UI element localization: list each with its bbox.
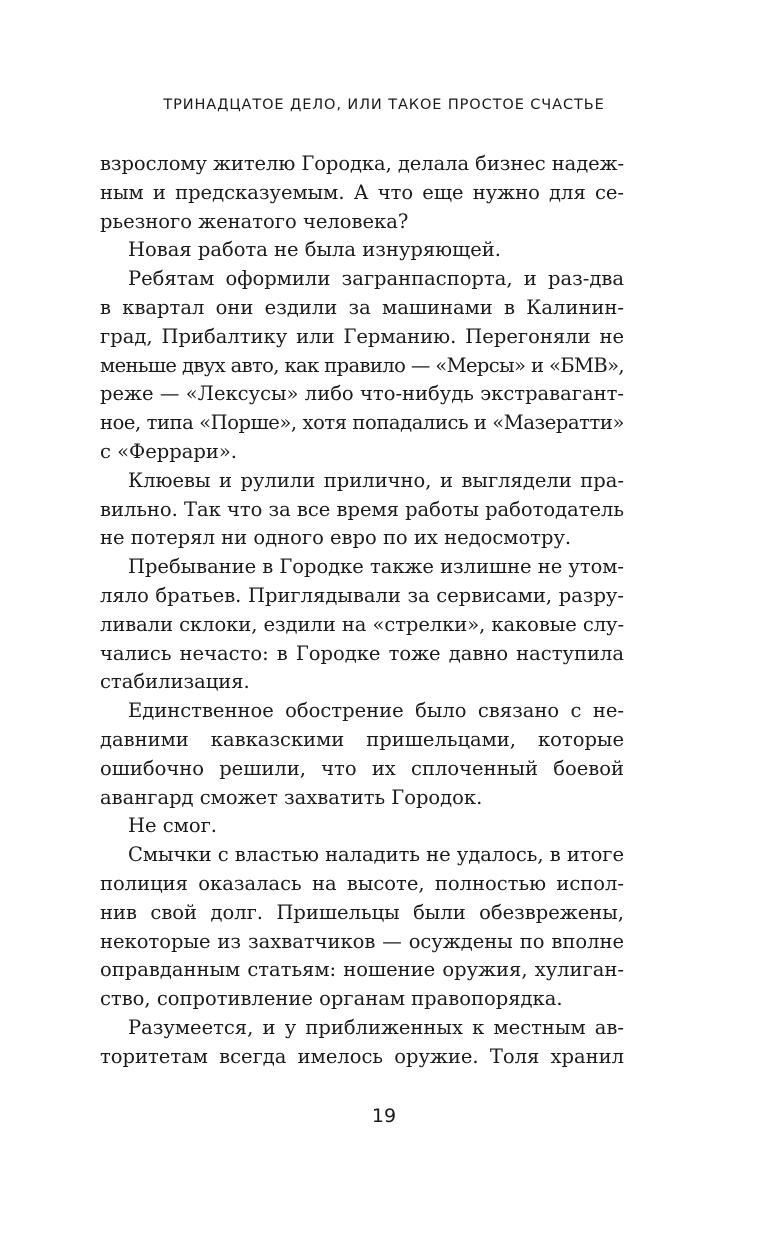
text-line: Смычки с властью наладить не удалось, в итоге bbox=[128, 843, 624, 867]
body-text bbox=[100, 150, 624, 1072]
text-line: Клюевы и рулили прилично, и выглядели пра- bbox=[128, 468, 624, 492]
text-line: ное, типа «Порше», хотя попадались и «Мазератти» bbox=[100, 411, 624, 435]
text-line: ляло братьев. Приглядывали за сервисами, разру- bbox=[100, 583, 624, 607]
text-line: чались нечасто: в Городке тоже давно наступила bbox=[100, 641, 624, 665]
text-line: нив свой долг. Пришельцы были обезврежены, bbox=[100, 900, 624, 924]
text-line: взрослому жителю Городка, делала бизнес надеж- bbox=[100, 152, 624, 175]
text-line: не потерял ни одного евро по их недосмотру. bbox=[100, 526, 572, 550]
text-line: стабилизация. bbox=[100, 670, 250, 694]
text-line: ным и предсказуемым. А что еще нужно для се- bbox=[100, 180, 624, 204]
text-line: вильно. Так что за все время работы работодатель bbox=[100, 497, 624, 521]
text-line: полиция оказалась на высоте, полностью испол- bbox=[100, 871, 624, 895]
text-line: ливали склоки, ездили на «стрелки», каковые слу- bbox=[100, 612, 624, 636]
text-line: Пребывание в Городке также излишне не утом- bbox=[128, 555, 624, 579]
text-line: некоторые из захватчиков — осуждены по вполне bbox=[100, 929, 624, 953]
text-line: в квартал они ездили за машинами в Калинин- bbox=[100, 295, 624, 319]
text-line: с «Феррари». bbox=[100, 439, 237, 463]
text-line: град, Прибалтику или Германию. Перегоняли не bbox=[100, 324, 624, 348]
text-line: оправданным статьям: ношение оружия, хулиган- bbox=[100, 958, 624, 982]
text-line: рьезного женатого человека? bbox=[100, 209, 409, 233]
text-line: торитетам всегда имелось оружие. Толя хранил bbox=[100, 1044, 624, 1068]
text-line: ство, сопротивление органам правопорядка. bbox=[100, 987, 563, 1011]
text-line: Ребятам оформили загранпаспорта, и раз-два bbox=[128, 267, 624, 291]
text-line: Единственное обострение было связано с не- bbox=[128, 699, 624, 723]
running-head: ТРИНАДЦАТОЕ ДЕЛО, ИЛИ ТАКОЕ ПРОСТОЕ СЧАСТЬЕ bbox=[163, 97, 605, 113]
text-line: Разумеется, и у приближенных к местным ав- bbox=[128, 1015, 624, 1039]
text-line: Не смог. bbox=[128, 814, 217, 838]
text-line: давними кавказскими пришельцами, которые bbox=[100, 727, 624, 751]
text-line: авангард сможет захватить Городок. bbox=[100, 785, 483, 809]
page-number: 19 bbox=[371, 1105, 397, 1127]
text-line: Новая работа не была изнуряющей. bbox=[128, 238, 501, 262]
text-line: меньше двух авто, как правило — «Мерсы» и «БМВ», bbox=[100, 353, 624, 377]
text-line: реже — «Лексусы» либо что-нибудь экстравагант- bbox=[100, 382, 624, 406]
text-line: ошибочно решили, что их сплоченный боевой bbox=[100, 756, 624, 780]
